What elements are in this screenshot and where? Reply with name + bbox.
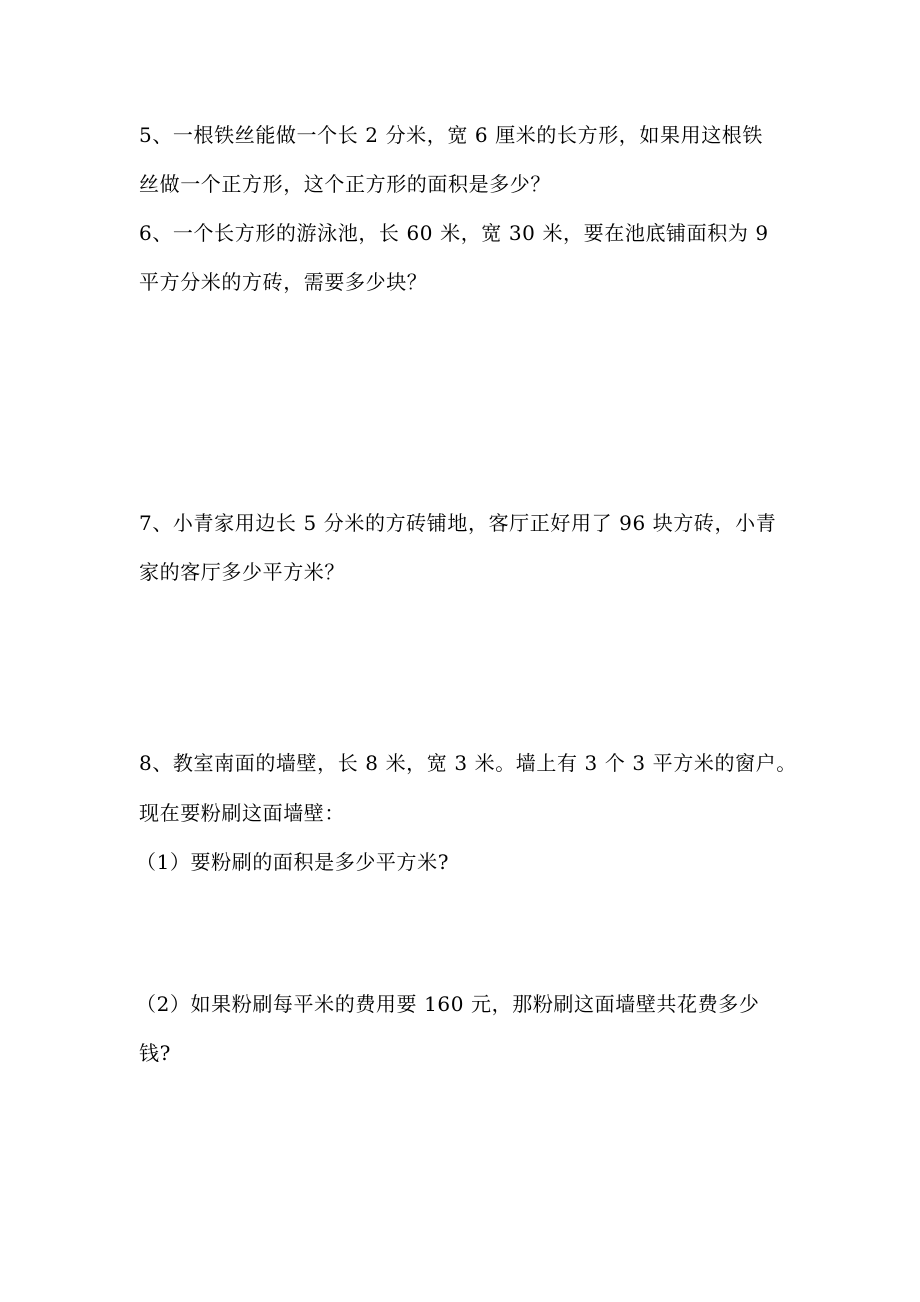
question-8-part-1-line-1: （1）要粉刷的面积是多少平方米? bbox=[136, 850, 450, 874]
question-8-part-2-line-2: 钱? bbox=[139, 1041, 171, 1065]
question-7-line-1: 7、小青家用边长 5 分米的方砖铺地，客厅正好用了 96 块方砖，小青 bbox=[139, 511, 777, 535]
question-8-line-1: 8、教室南面的墙壁，长 8 米，宽 3 米。墙上有 3 个 3 平方米的窗户。 bbox=[139, 751, 797, 775]
question-8-line-2: 现在要粉刷这面墙壁： bbox=[139, 801, 345, 825]
question-6-line-1: 6、一个长方形的游泳池，长 60 米，宽 30 米，要在池底铺面积为 9 bbox=[139, 221, 769, 245]
question-5-line-1: 5、一根铁丝能做一个长 2 分米，宽 6 厘米的长方形，如果用这根铁 bbox=[139, 123, 764, 147]
question-8-part-2-line-1: （2）如果粉刷每平米的费用要 160 元，那粉刷这面墙壁共花费多少 bbox=[136, 992, 760, 1016]
question-7-line-2: 家的客厅多少平方米？ bbox=[139, 560, 345, 584]
question-6-line-2: 平方分米的方砖，需要多少块？ bbox=[139, 270, 428, 294]
question-5-line-2: 丝做一个正方形，这个正方形的面积是多少？ bbox=[139, 172, 551, 196]
